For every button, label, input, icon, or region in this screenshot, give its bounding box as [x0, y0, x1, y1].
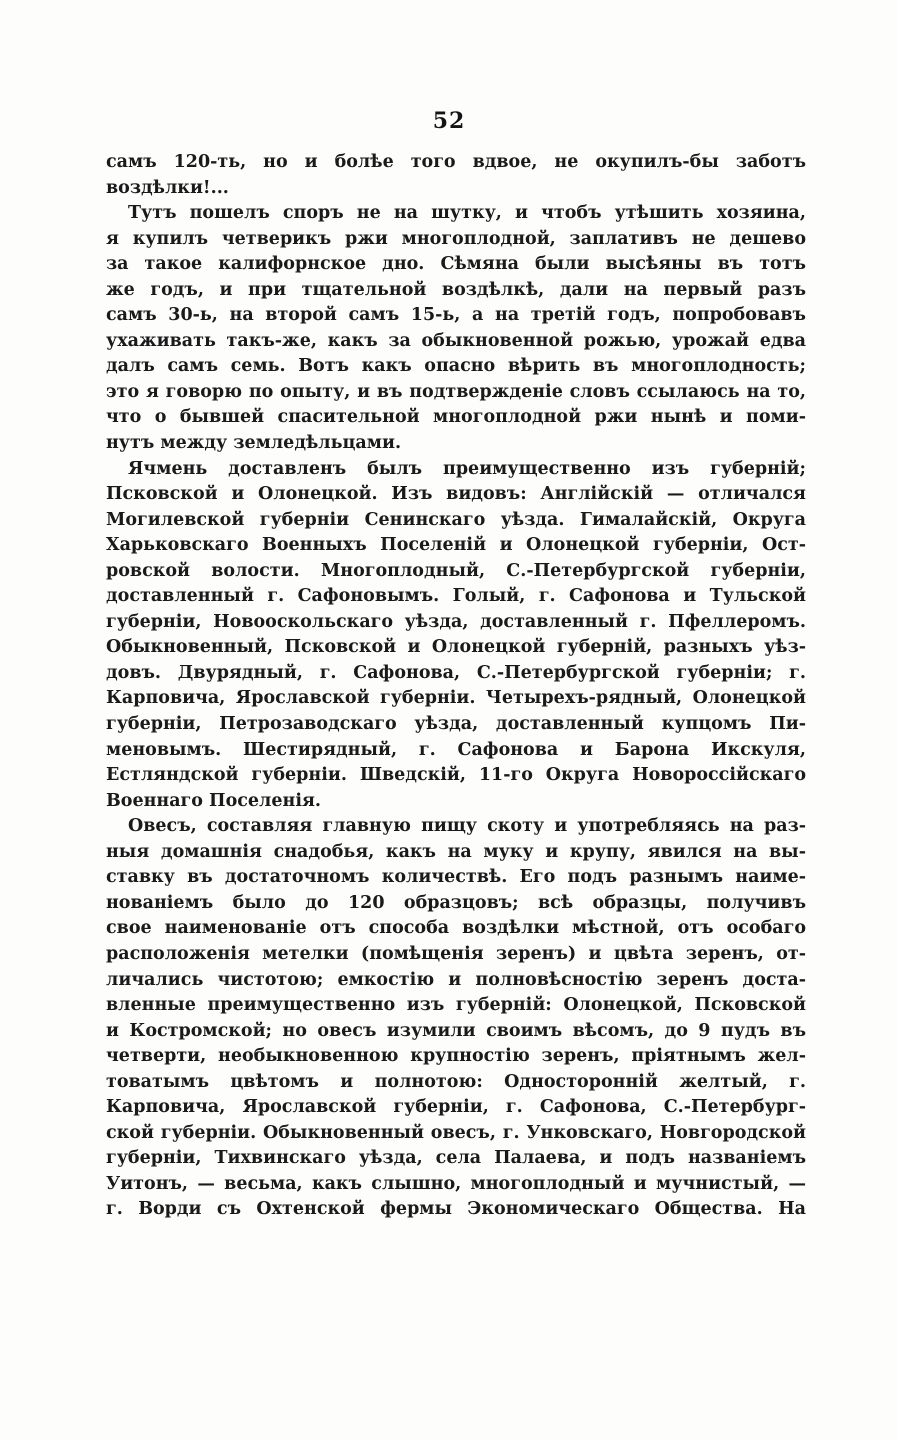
page-number: 52	[432, 108, 466, 134]
text-line: ской губерніи. Обыкновенный овесъ, г. Унковскаго, Новгородской	[106, 1122, 806, 1143]
text-line: товатымъ цвѣтомъ и полнотою: Односторонній желтый, г.	[106, 1071, 806, 1092]
text-line: расположенія метелки (помѣщенія зеренъ) и цвѣта зеренъ, от-	[106, 943, 806, 964]
body-text	[106, 150, 806, 1223]
text-line: Тутъ пошелъ споръ не на шутку, и чтобъ утѣшить хозяина,	[128, 203, 806, 224]
text-line: воздѣлки!...	[106, 177, 229, 198]
text-line: я купилъ четверикъ ржи многоплодной, заплативъ не дешево	[106, 228, 806, 249]
text-line: Могилевской губерніи Сенинскаго уѣзда. Гималайскій, Округа	[106, 509, 806, 530]
text-line: это я говорю по опыту, и въ подтвержденіе словъ ссылаюсь на то,	[106, 381, 806, 402]
text-line: губерніи, Петрозаводскаго уѣзда, доставленный купцомъ Пи-	[106, 714, 806, 735]
text-line: за такое калифорнское дно. Сѣмяна были высѣяны въ тотъ	[106, 254, 806, 275]
text-line: самъ 120-ть, но и болѣе того вдвое, не окупилъ-бы заботъ	[106, 152, 806, 172]
text-line: самъ 30-ь, на второй самъ 15-ь, а на третій годъ, попробовавъ	[106, 305, 806, 326]
text-line: ровской волости. Многоплодный, С.-Петербургской губерніи,	[106, 560, 806, 581]
text-line: и Костромской; но овесъ изумили своимъ вѣсомъ, до 9 пудъ въ	[106, 1020, 806, 1041]
text-line: доставленный г. Сафоновымъ. Голый, г. Сафонова и Тульской	[106, 586, 806, 607]
text-line: ныя домашнія снадобья, какъ на муку и крупу, явился на вы-	[106, 841, 806, 862]
text-line: же годъ, и при тщательной воздѣлкѣ, дали на первый разъ	[106, 279, 806, 300]
text-line: личались чистотою; емкостію и полновѣсностію зеренъ доста-	[106, 969, 806, 990]
text-line: Ячмень доставленъ былъ преимущественно изъ губерній;	[128, 458, 806, 479]
text-line: Псковской и Олонецкой. Изъ видовъ: Англійскій — отличался	[106, 484, 806, 505]
text-line: губерніи, Новооскольскаго уѣзда, доставленный г. Пфеллеромъ.	[106, 611, 806, 632]
text-line: что о бывшей спасительной многоплодной ржи нынѣ и поми-	[106, 407, 806, 428]
text-line: Естляндской губерніи. Шведскій, 11-го Округа Новороссійскаго	[106, 765, 806, 786]
text-line: Уитонъ, — весьма, какъ слышно, многоплодный и мучнистый, —	[106, 1173, 806, 1194]
text-line: нутъ между земледѣльцами.	[106, 433, 402, 454]
text-line: Овесъ, составляя главную пищу скоту и употребляясь на раз-	[128, 816, 806, 837]
text-line: Карповича, Ярославской губерніи. Четырехъ-рядный, Олонецкой	[106, 688, 806, 709]
text-line: четверти, необыкновенною крупностію зеренъ, пріятнымъ жел-	[106, 1046, 806, 1067]
text-line: Харьковскаго Военныхъ Поселеній и Олонецкой губерніи, Ост-	[106, 535, 806, 556]
text-line: ставку въ достаточномъ количествѣ. Его подъ разнымъ наиме-	[106, 867, 806, 888]
text-line: Карповича, Ярославской губерніи, г. Сафонова, С.-Петербург-	[106, 1097, 806, 1118]
text-line: Военнаго Поселенія.	[106, 790, 321, 811]
text-line: г. Ворди съ Охтенской фермы Экономическаго Общества. На	[106, 1199, 806, 1220]
text-line: вленные преимущественно изъ губерній: Олонецкой, Псковской	[106, 995, 806, 1016]
text-line: Обыкновенный, Псковской и Олонецкой губерній, разныхъ уѣз-	[106, 637, 806, 658]
text-line: далъ самъ семь. Вотъ какъ опасно вѣрить въ многоплодность;	[106, 356, 806, 377]
text-line: нованіемъ было до 120 образцовъ; всѣ образцы, получивъ	[106, 892, 806, 913]
text-line: меновымъ. Шестирядный, г. Сафонова и Барона Икскуля,	[106, 739, 806, 760]
text-line: губерніи, Тихвинскаго уѣзда, села Палаева, и подъ названіемъ	[106, 1148, 806, 1169]
text-line: ухаживать такъ-же, какъ за обыкновенной рожью, урожай едва	[106, 330, 806, 351]
text-line: довъ. Двурядный, г. Сафонова, С.-Петербургской губерніи; г.	[106, 662, 806, 683]
text-line: свое наименованіе отъ способа воздѣлки мѣстной, отъ особаго	[106, 918, 806, 939]
